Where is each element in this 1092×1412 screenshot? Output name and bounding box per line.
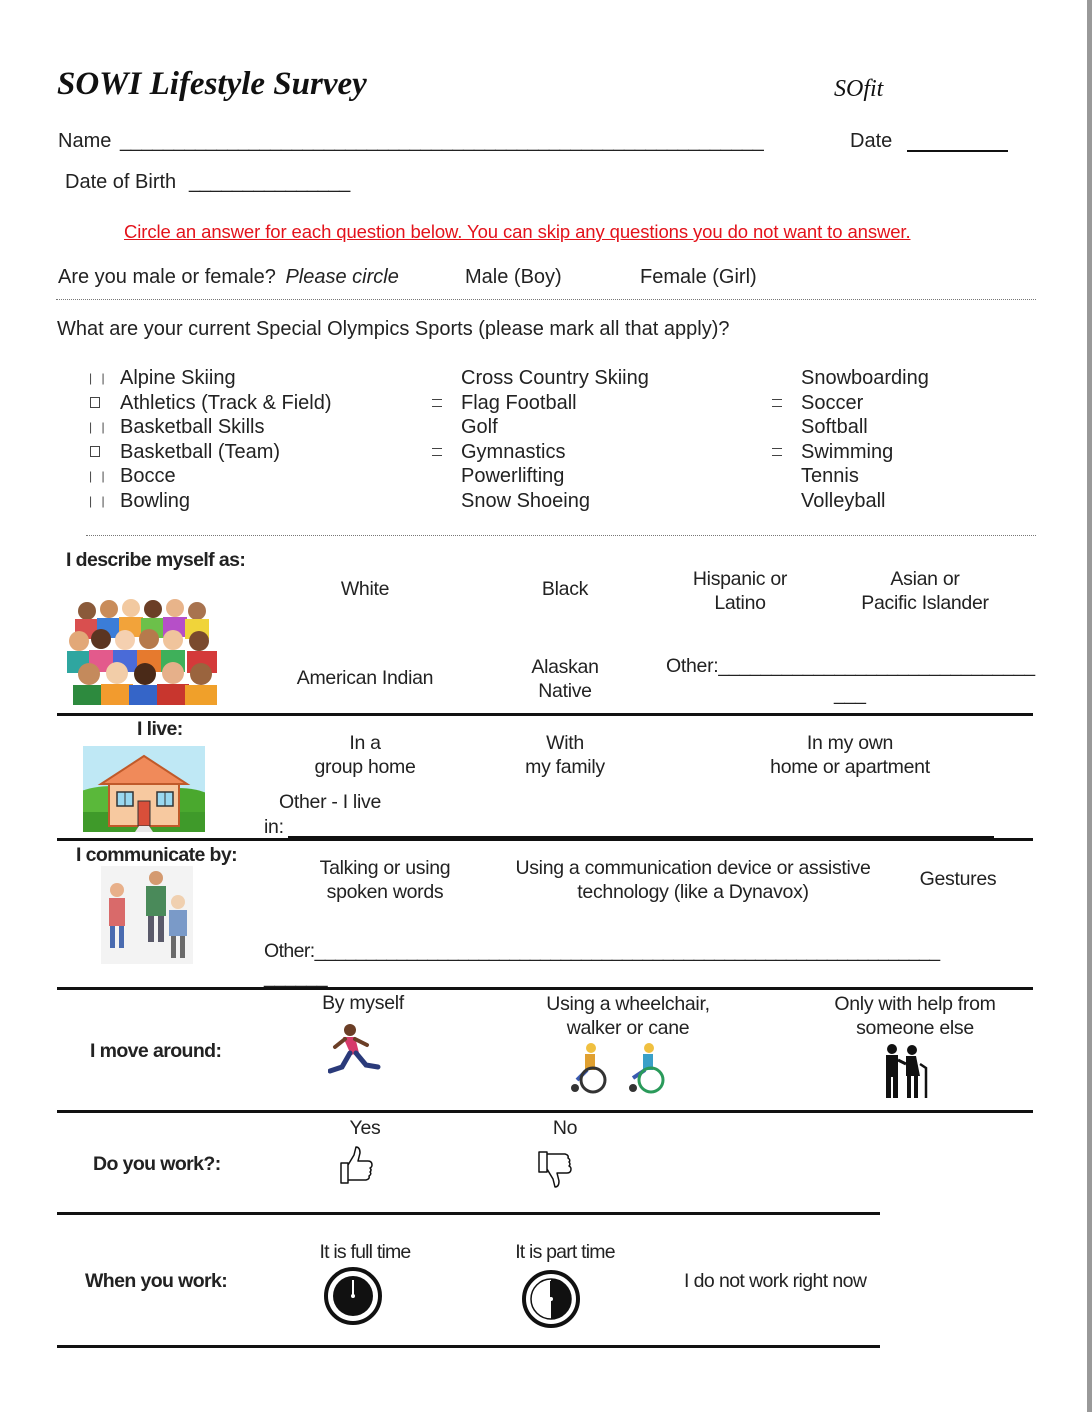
sport-item: Bowling bbox=[120, 490, 191, 512]
option-help-from-someone[interactable]: Only with help from someone else bbox=[834, 993, 996, 1039]
sport-item: Basketball Skills bbox=[120, 416, 265, 439]
sport-item: Softball bbox=[801, 416, 868, 439]
wheelchair-icon bbox=[563, 1042, 673, 1094]
communicate-other-field-cont: ______ bbox=[264, 966, 328, 988]
sport-item: Athletics (Track & Field) bbox=[120, 391, 332, 414]
option-white[interactable]: White bbox=[340, 578, 390, 600]
checkbox-athletics[interactable] bbox=[90, 397, 100, 408]
checkbox-soccer[interactable] bbox=[772, 399, 782, 407]
sport-item: Powerlifting bbox=[461, 465, 565, 488]
checkbox-flag-football[interactable] bbox=[432, 399, 442, 407]
sport-item: Golf bbox=[461, 416, 498, 439]
option-own-home[interactable]: In my own home or apartment bbox=[770, 732, 930, 778]
when-work-label: When you work: bbox=[85, 1270, 228, 1292]
option-communication-device[interactable]: Using a communication device or assistive technology (like a Dynavox) bbox=[515, 857, 871, 903]
gender-question-text: Are you male or female? bbox=[58, 266, 276, 288]
people-talking-icon bbox=[101, 866, 193, 964]
communicate-label: I communicate by: bbox=[76, 844, 238, 866]
sport-item: Flag Football bbox=[461, 391, 577, 414]
sport-item: Soccer bbox=[801, 391, 864, 414]
option-gestures[interactable]: Gestures bbox=[919, 868, 997, 890]
gender-question bbox=[58, 266, 399, 289]
work-label: Do you work?: bbox=[93, 1153, 221, 1175]
sport-item: Snowboarding bbox=[801, 367, 929, 389]
option-work-yes[interactable]: Yes bbox=[349, 1117, 381, 1139]
sport-item: Volleyball bbox=[801, 490, 886, 512]
option-wheelchair-walker-cane[interactable]: Using a wheelchair, walker or cane bbox=[546, 993, 710, 1039]
section-rule bbox=[57, 987, 1033, 990]
describe-other-field[interactable]: Other:______________________________ bbox=[666, 655, 1035, 677]
checkbox-alpine-skiing[interactable]: | | bbox=[89, 371, 108, 385]
sport-item: Swimming bbox=[801, 440, 894, 463]
option-by-myself[interactable]: By myself bbox=[322, 992, 404, 1014]
sport-item: Tennis bbox=[801, 465, 859, 488]
page-edge bbox=[1087, 0, 1092, 1412]
house-icon bbox=[83, 746, 205, 832]
gender-option-male[interactable]: Male (Boy) bbox=[465, 266, 562, 288]
option-with-family[interactable]: With my family bbox=[525, 732, 605, 778]
date-field[interactable] bbox=[907, 150, 1008, 152]
sport-item: Bocce bbox=[120, 465, 176, 488]
checkbox-bowling[interactable]: | | bbox=[89, 494, 108, 508]
sports-question: What are your current Special Olympics Sports (please mark all that apply)? bbox=[57, 318, 730, 340]
brand-logo-text: SOfit bbox=[834, 76, 884, 102]
dob-label: Date of Birth bbox=[65, 171, 177, 193]
checkbox-basketball-skills[interactable]: | | bbox=[89, 420, 108, 434]
live-other-label: Other - I live bbox=[279, 791, 381, 813]
thumbs-up-icon bbox=[338, 1145, 374, 1185]
sport-item: Basketball (Team) bbox=[120, 440, 281, 463]
sport-item: Cross Country Skiing bbox=[461, 367, 649, 389]
option-talking[interactable]: Talking or using spoken words bbox=[319, 857, 451, 903]
assisted-walking-icon bbox=[882, 1044, 928, 1098]
option-part-time[interactable]: It is part time bbox=[515, 1241, 615, 1263]
sport-item: Alpine Skiing bbox=[120, 367, 236, 389]
option-group-home[interactable]: In a group home bbox=[314, 732, 416, 778]
diverse-people-icon bbox=[67, 597, 217, 705]
full-clock-icon bbox=[323, 1266, 383, 1326]
divider bbox=[86, 535, 1036, 536]
instructions-text: Circle an answer for each question below. You can skip any questions you do not want to answer. bbox=[124, 221, 911, 242]
gender-option-female[interactable]: Female (Girl) bbox=[640, 266, 757, 288]
live-other-label-cont: in: bbox=[264, 816, 284, 838]
checkbox-gymnastics[interactable] bbox=[432, 448, 442, 456]
move-label: I move around: bbox=[90, 1040, 222, 1062]
section-rule bbox=[57, 1212, 880, 1215]
option-alaskan-native[interactable]: Alaskan Native bbox=[531, 656, 599, 702]
option-full-time[interactable]: It is full time bbox=[319, 1241, 411, 1263]
section-rule bbox=[57, 1345, 880, 1348]
checkbox-bocce[interactable]: | | bbox=[89, 469, 108, 483]
option-work-no[interactable]: No bbox=[552, 1117, 578, 1139]
survey-title: SOWI Lifestyle Survey bbox=[57, 66, 367, 102]
option-not-working[interactable]: I do not work right now bbox=[684, 1270, 867, 1292]
gender-hint: Please circle bbox=[285, 266, 399, 288]
section-rule bbox=[57, 838, 1033, 841]
option-black[interactable]: Black bbox=[541, 578, 589, 600]
live-label: I live: bbox=[137, 718, 183, 740]
half-clock-icon bbox=[521, 1269, 581, 1329]
option-hispanic-latino[interactable]: Hispanic or Latino bbox=[692, 568, 788, 614]
sport-item: Snow Shoeing bbox=[461, 490, 590, 512]
checkbox-swimming[interactable] bbox=[772, 448, 782, 456]
option-american-indian[interactable]: American Indian bbox=[296, 667, 434, 689]
thumbs-down-icon bbox=[535, 1148, 573, 1194]
divider bbox=[56, 299, 1036, 300]
dob-field[interactable]: _______________ bbox=[189, 171, 350, 193]
name-label: Name bbox=[58, 130, 112, 152]
section-rule bbox=[57, 713, 1033, 716]
running-person-icon bbox=[328, 1023, 382, 1081]
sport-item: Gymnastics bbox=[461, 440, 566, 463]
option-asian-pacific-islander[interactable]: Asian or Pacific Islander bbox=[861, 568, 989, 614]
describe-label: I describe myself as: bbox=[66, 549, 246, 571]
date-label: Date bbox=[850, 130, 893, 152]
describe-other-field-cont: ___ bbox=[834, 683, 866, 705]
checkbox-basketball-team[interactable] bbox=[90, 446, 100, 457]
section-rule bbox=[57, 1110, 1033, 1113]
communicate-other-field[interactable]: Other:_____________________________________________________________ bbox=[264, 940, 940, 962]
name-field[interactable]: ____________________________________________________________ bbox=[120, 130, 764, 152]
